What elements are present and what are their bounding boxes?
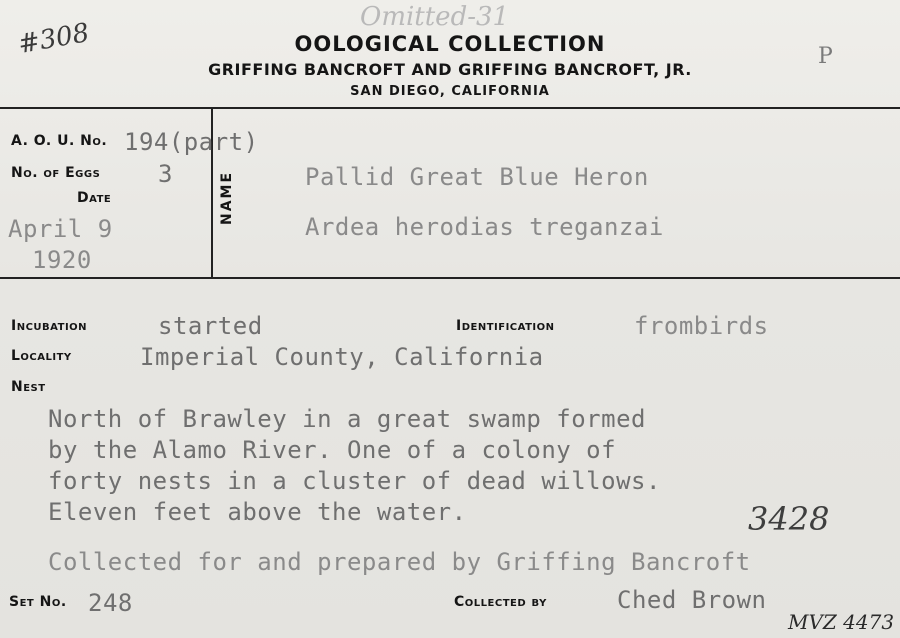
- top-scribble: Omitted-31: [360, 2, 510, 32]
- common-name: Pallid Great Blue Heron: [305, 163, 649, 191]
- nest-label: Nest: [11, 379, 46, 395]
- collected-note: Collected for and prepared by Griffing Bancroft: [48, 548, 751, 576]
- aou-number-label: A. O. U. No.: [11, 133, 108, 149]
- locality-label: Locality: [11, 348, 72, 364]
- collected-by-value: Ched Brown: [617, 586, 767, 614]
- set-number-value: 248: [88, 589, 133, 617]
- card-location: SAN DIEGO, CALIFORNIA: [350, 84, 550, 99]
- date-label: Date: [77, 190, 112, 206]
- header-divider: [0, 107, 900, 109]
- incubation-label: Incubation: [11, 318, 88, 334]
- date-year: 1920: [32, 246, 92, 274]
- card-subtitle: GRIFFING BANCROFT AND GRIFFING BANCROFT, JR.: [208, 60, 692, 79]
- collected-by-label: Collected by: [454, 594, 547, 610]
- upper-section-divider: [0, 277, 900, 279]
- aou-number-value: 194(part): [124, 128, 259, 156]
- nest-description-line: by the Alamo River. One of a colony of: [48, 436, 617, 464]
- catalog-number-handwritten: #308: [15, 18, 92, 60]
- museum-catalog-number: MVZ 4473: [788, 610, 895, 634]
- name-label-vertical: NAME: [219, 170, 235, 225]
- card-title: OOLOGICAL COLLECTION: [294, 32, 606, 56]
- number-of-eggs-value: 3: [158, 160, 173, 188]
- nest-description-line: North of Brawley in a great swamp formed: [48, 405, 646, 433]
- identification-label: Identification: [456, 318, 555, 334]
- nest-description-line: forty nests in a cluster of dead willows.: [48, 467, 661, 495]
- set-number-label: Set No.: [9, 594, 67, 610]
- date-month-day: April 9: [8, 215, 113, 243]
- scientific-name: Ardea herodias treganzai: [305, 213, 664, 241]
- corner-letter: P: [818, 44, 833, 69]
- locality-value: Imperial County, California: [140, 343, 544, 371]
- nest-description-line: Eleven feet above the water.: [48, 498, 467, 526]
- number-of-eggs-label: No. of Eggs: [11, 165, 101, 181]
- catalog-number-3428: 3428: [748, 500, 830, 538]
- identification-value: frombirds: [634, 312, 769, 340]
- incubation-value: started: [158, 312, 263, 340]
